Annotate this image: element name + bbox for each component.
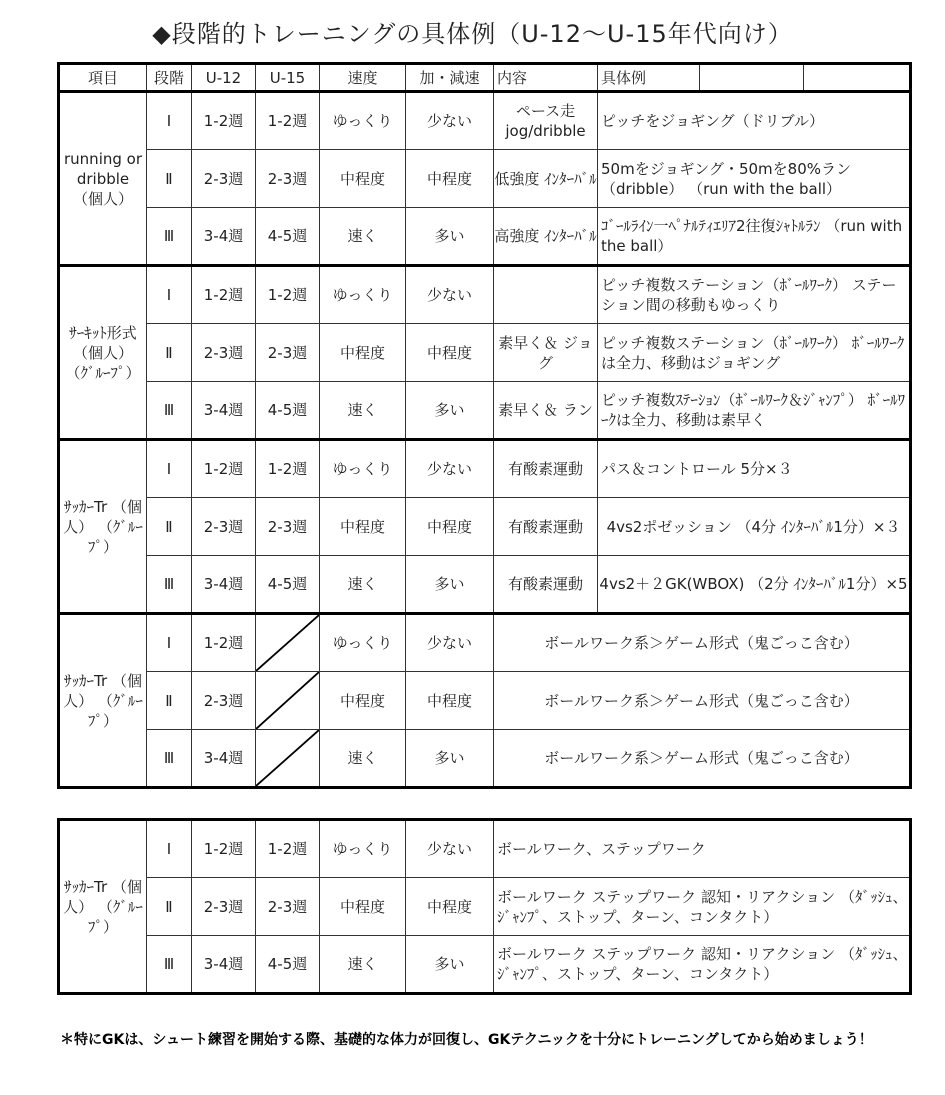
speed-cell: 中程度 — [320, 150, 406, 208]
speed-cell: 中程度 — [320, 498, 406, 556]
u12-cell: 2-3週 — [192, 672, 256, 730]
merged-cell: ボールワーク系＞ゲーム形式（鬼ごっこ含む） — [494, 672, 911, 730]
merged-cell: ボールワーク系＞ゲーム形式（鬼ごっこ含む） — [494, 730, 911, 788]
example-cell: ピッチ複数ｽﾃｰｼｮﾝ（ﾎﾞｰﾙﾜｰｸ＆ｼﾞｬﾝﾌﾟ） ﾎﾞｰﾙﾜｰｸは全力、移動は素早く — [598, 382, 911, 440]
content-cell: ペース走 jog/dribble — [494, 92, 598, 150]
u15-empty-cell — [256, 672, 320, 730]
merged-cell: ボールワーク、ステップワーク — [494, 820, 911, 878]
stage-cell: Ⅰ — [147, 614, 192, 672]
accel-cell: 中程度 — [406, 498, 494, 556]
table-row — [59, 672, 911, 730]
stage-cell: Ⅰ — [147, 440, 192, 498]
accel-cell: 中程度 — [406, 878, 494, 936]
accel-cell: 少ない — [406, 614, 494, 672]
content-cell: 素早く＆ ラン — [494, 382, 598, 440]
stage-cell: Ⅰ — [147, 92, 192, 150]
content-cell: 有酸素運動 — [494, 556, 598, 614]
u12-cell: 3-4週 — [192, 208, 256, 266]
header-cell: 加・減速 — [406, 64, 494, 92]
stage-cell: Ⅱ — [147, 150, 192, 208]
accel-cell: 多い — [406, 382, 494, 440]
stage-cell: Ⅲ — [147, 208, 192, 266]
u15-cell: 2-3週 — [256, 324, 320, 382]
example-cell: パス＆コントロール 5分×３ — [598, 440, 911, 498]
stage-cell: Ⅲ — [147, 382, 192, 440]
group-label: ｻｯｶｰTr （個人） （ｸﾞﾙｰﾌﾟ） — [59, 440, 147, 614]
u15-empty-cell — [256, 614, 320, 672]
accel-cell: 中程度 — [406, 672, 494, 730]
diagonal-slash — [256, 615, 319, 671]
accel-cell: 少ない — [406, 92, 494, 150]
content-cell: 素早く＆ ジョグ — [494, 324, 598, 382]
u12-cell: 3-4週 — [192, 730, 256, 788]
accel-cell: 多い — [406, 730, 494, 788]
table-row — [59, 92, 911, 150]
header-cell: U-12 — [192, 64, 256, 92]
header-cell: 具体例 — [598, 64, 700, 92]
table-row — [59, 266, 911, 324]
speed-cell: 速く — [320, 208, 406, 266]
example-cell: 4vs2ポゼッション （4分 ｲﾝﾀｰﾊﾞﾙ1分）×３ — [598, 498, 911, 556]
u12-cell: 2-3週 — [192, 498, 256, 556]
u15-cell: 1-2週 — [256, 820, 320, 878]
header-cell: 速度 — [320, 64, 406, 92]
u15-cell: 2-3週 — [256, 150, 320, 208]
stage-cell: Ⅱ — [147, 672, 192, 730]
example-cell: ピッチ複数ステーション（ﾎﾞｰﾙﾜｰｸ） ステーション間の移動もゆっくり — [598, 266, 911, 324]
u12-cell: 3-4週 — [192, 936, 256, 994]
u15-cell: 1-2週 — [256, 266, 320, 324]
group-label: ｻｰｷｯﾄ形式 （個人） （ｸﾞﾙｰﾌﾟ） — [59, 266, 147, 440]
stage-cell: Ⅰ — [147, 266, 192, 324]
header-cell — [804, 64, 911, 92]
table-row — [59, 614, 911, 672]
table-row — [59, 382, 911, 440]
u12-cell: 2-3週 — [192, 324, 256, 382]
example-cell: ｺﾞｰﾙﾗｲﾝ一ﾍﾟﾅﾙﾃｨｴﾘｱ2往復ｼｬﾄﾙﾗﾝ （run with the ball） — [598, 208, 911, 266]
speed-cell: ゆっくり — [320, 820, 406, 878]
speed-cell: 中程度 — [320, 672, 406, 730]
u15-cell: 2-3週 — [256, 878, 320, 936]
header-cell — [700, 64, 804, 92]
table-row — [59, 878, 911, 936]
content-cell: 低強度 ｲﾝﾀｰﾊﾞﾙ — [494, 150, 598, 208]
u12-cell: 2-3週 — [192, 150, 256, 208]
accel-cell: 多い — [406, 936, 494, 994]
table-row — [59, 150, 911, 208]
u15-cell: 2-3週 — [256, 498, 320, 556]
group-label: ｻｯｶｰTr （個人） （ｸﾞﾙｰﾌﾟ） — [59, 820, 147, 994]
merged-cell: ボールワーク系＞ゲーム形式（鬼ごっこ含む） — [494, 614, 911, 672]
accel-cell: 多い — [406, 208, 494, 266]
speed-cell: 速く — [320, 730, 406, 788]
u15-cell: 1-2週 — [256, 92, 320, 150]
group-label: running or dribble （個人） — [59, 92, 147, 266]
gk-note: ＊特にGKは、シュート練習を開始する際、基礎的な体力が回復し、GKテクニックを十分にトレーニングしてから始めましょう！ — [60, 1032, 873, 1048]
speed-cell: 中程度 — [320, 324, 406, 382]
diagonal-slash — [256, 672, 319, 729]
speed-cell: ゆっくり — [320, 440, 406, 498]
group-label: ｻｯｶｰTr （個人） （ｸﾞﾙｰﾌﾟ） — [59, 614, 147, 788]
stage-cell: Ⅲ — [147, 556, 192, 614]
speed-cell: 速く — [320, 556, 406, 614]
stage-cell: Ⅱ — [147, 324, 192, 382]
stage-cell: Ⅰ — [147, 820, 192, 878]
u12-cell: 1-2週 — [192, 820, 256, 878]
header-cell: U-15 — [256, 64, 320, 92]
u15-cell: 4-5週 — [256, 208, 320, 266]
diagonal-slash — [256, 730, 319, 786]
u15-cell: 4-5週 — [256, 556, 320, 614]
speed-cell: 速く — [320, 382, 406, 440]
accel-cell: 中程度 — [406, 324, 494, 382]
stage-cell: Ⅲ — [147, 730, 192, 788]
content-cell — [494, 266, 598, 324]
header-cell: 項目 — [59, 64, 147, 92]
u12-cell: 1-2週 — [192, 614, 256, 672]
table-row — [59, 440, 911, 498]
u12-cell: 1-2週 — [192, 266, 256, 324]
stage-cell: Ⅲ — [147, 936, 192, 994]
u15-cell: 4-5週 — [256, 936, 320, 994]
speed-cell: 速く — [320, 936, 406, 994]
example-cell: ピッチをジョギング（ドリブル） — [598, 92, 911, 150]
example-cell: 4vs2＋２GK(WBOX) （2分 ｲﾝﾀｰﾊﾞﾙ1分）×5 — [598, 556, 911, 614]
u12-cell: 2-3週 — [192, 878, 256, 936]
stage-cell: Ⅱ — [147, 878, 192, 936]
table-row — [59, 324, 911, 382]
u12-cell: 1-2週 — [192, 92, 256, 150]
merged-cell: ボールワーク ステップワーク 認知・リアクション （ﾀﾞｯｼｭ、ｼﾞｬﾝﾌﾟ、ストップ、ターン、コンタクト） — [494, 878, 911, 936]
u12-cell: 3-4週 — [192, 382, 256, 440]
header-cell: 内容 — [494, 64, 598, 92]
speed-cell: ゆっくり — [320, 266, 406, 324]
table-row — [59, 936, 911, 994]
example-cell: ピッチ複数ステーション（ﾎﾞｰﾙﾜｰｸ） ﾎﾞｰﾙﾜｰｸは全力、移動はジョギング — [598, 324, 911, 382]
u12-cell: 1-2週 — [192, 440, 256, 498]
content-cell: 高強度 ｲﾝﾀｰﾊﾞﾙ — [494, 208, 598, 266]
content-cell: 有酸素運動 — [494, 440, 598, 498]
table-row — [59, 556, 911, 614]
accel-cell: 中程度 — [406, 150, 494, 208]
content-cell: 有酸素運動 — [494, 498, 598, 556]
gk-table — [57, 818, 912, 995]
merged-cell: ボールワーク ステップワーク 認知・リアクション （ﾀﾞｯｼｭ、ｼﾞｬﾝﾌﾟ、ストップ、ターン、コンタクト） — [494, 936, 911, 994]
page-title: ◆段階的トレーニングの具体例（U-12～U-15年代向け） — [152, 20, 793, 48]
table-header — [59, 64, 911, 92]
accel-cell: 少ない — [406, 440, 494, 498]
example-cell: 50mをジョギング・50mを80%ラン （dribble） （run with the ball） — [598, 150, 911, 208]
speed-cell: ゆっくり — [320, 92, 406, 150]
accel-cell: 少ない — [406, 820, 494, 878]
u12-cell: 3-4週 — [192, 556, 256, 614]
speed-cell: 中程度 — [320, 878, 406, 936]
u15-cell: 1-2週 — [256, 440, 320, 498]
speed-cell: ゆっくり — [320, 614, 406, 672]
accel-cell: 多い — [406, 556, 494, 614]
accel-cell: 少ない — [406, 266, 494, 324]
u15-cell: 4-5週 — [256, 382, 320, 440]
table-row — [59, 730, 911, 788]
header-cell: 段階 — [147, 64, 192, 92]
training-table — [57, 62, 912, 789]
table-row — [59, 208, 911, 266]
u15-empty-cell — [256, 730, 320, 788]
table-row — [59, 820, 911, 878]
stage-cell: Ⅱ — [147, 498, 192, 556]
table-row — [59, 498, 911, 556]
